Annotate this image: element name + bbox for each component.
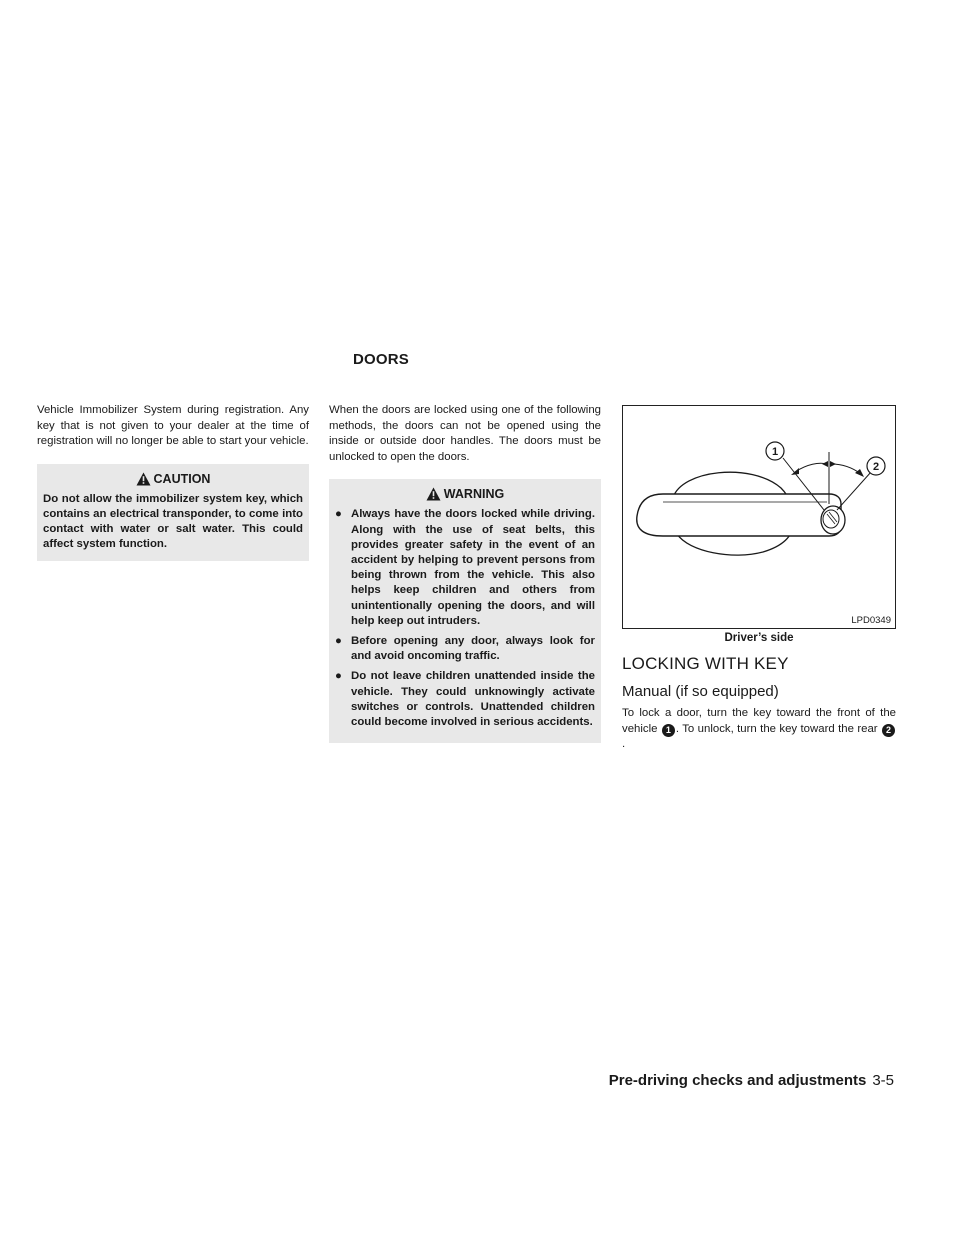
lock-instructions-part3: . xyxy=(622,738,626,751)
lock-instructions-part1: To lock a door, turn the key toward the front of the vehicle xyxy=(622,707,896,735)
warning-body xyxy=(335,507,595,730)
footer-page-number: 3-5 xyxy=(872,1072,894,1089)
lock-instructions-part2: . To unlock, turn the key toward the rear xyxy=(675,722,878,735)
callout-2: 2 xyxy=(872,461,880,473)
warning-box xyxy=(329,479,601,743)
page-footer xyxy=(609,1072,894,1089)
warning-triangle-icon xyxy=(426,487,441,501)
locking-intro-paragraph: When the doors are locked using one of the following methods, the doors can not be opened using the inside or outside door handles. The doors must be unlocked to open the doors. xyxy=(329,404,601,463)
figure-caption: Driver’s side xyxy=(724,632,794,644)
footer-chapter: Pre-driving checks and adjustments xyxy=(608,1072,867,1089)
warning-bullet-text: Always have the doors locked while driving. Along with the use of seat belts, this provides greater safety in the event of an accident by helping to prevent persons from being thrown from the vehicle. This also helps keep children and others from unintentionally opening the doors, and will help keep out intruders. xyxy=(351,508,595,627)
callout-1: 1 xyxy=(771,446,779,458)
column-3 xyxy=(622,403,896,753)
section-heading: DOORS xyxy=(353,351,410,368)
lock-instructions-paragraph xyxy=(622,706,896,753)
marker-2: 2 xyxy=(882,724,895,737)
door-handle-key-illustration xyxy=(623,406,895,628)
warning-title-text: WARNING xyxy=(443,487,505,502)
bullet-dot: ● xyxy=(335,635,342,647)
column-1 xyxy=(37,403,309,561)
warning-bullet xyxy=(335,507,595,629)
warning-triangle-icon xyxy=(136,472,151,486)
figure-code: LPD0349 xyxy=(851,615,891,626)
caution-title xyxy=(43,470,303,492)
bullet-dot: ● xyxy=(335,670,342,683)
warning-bullet-text: Do not leave children unattended inside the vehicle. They could unknowingly activate switches or controls. Unattended children could become involved in serious accidents. xyxy=(351,670,595,729)
warning-bullet xyxy=(335,634,595,664)
caution-body: Do not allow the immobilizer system key, which contains an electrical transponder, to come into contact with water or salt water. This could affect system function. xyxy=(43,492,303,551)
warning-bullet xyxy=(335,669,595,730)
warning-bullet-text: Before opening any door, always look for and avoid oncoming traffic. xyxy=(351,635,595,663)
bullet-dot: ● xyxy=(335,508,342,521)
door-lock-figure xyxy=(622,405,896,629)
caution-box xyxy=(37,464,309,561)
immobilizer-paragraph: Vehicle Immobilizer System during registration. Any key that is not given to your dealer at the time of registration will no longer be able to start your vehicle. xyxy=(37,404,309,448)
caution-title-text: CAUTION xyxy=(153,471,211,486)
marker-1: 1 xyxy=(662,724,675,737)
column-2 xyxy=(329,403,601,743)
locking-with-key-heading: LOCKING WITH KEY xyxy=(622,654,789,673)
warning-title xyxy=(335,485,595,507)
manual-subheading: Manual (if so equipped) xyxy=(622,683,779,700)
